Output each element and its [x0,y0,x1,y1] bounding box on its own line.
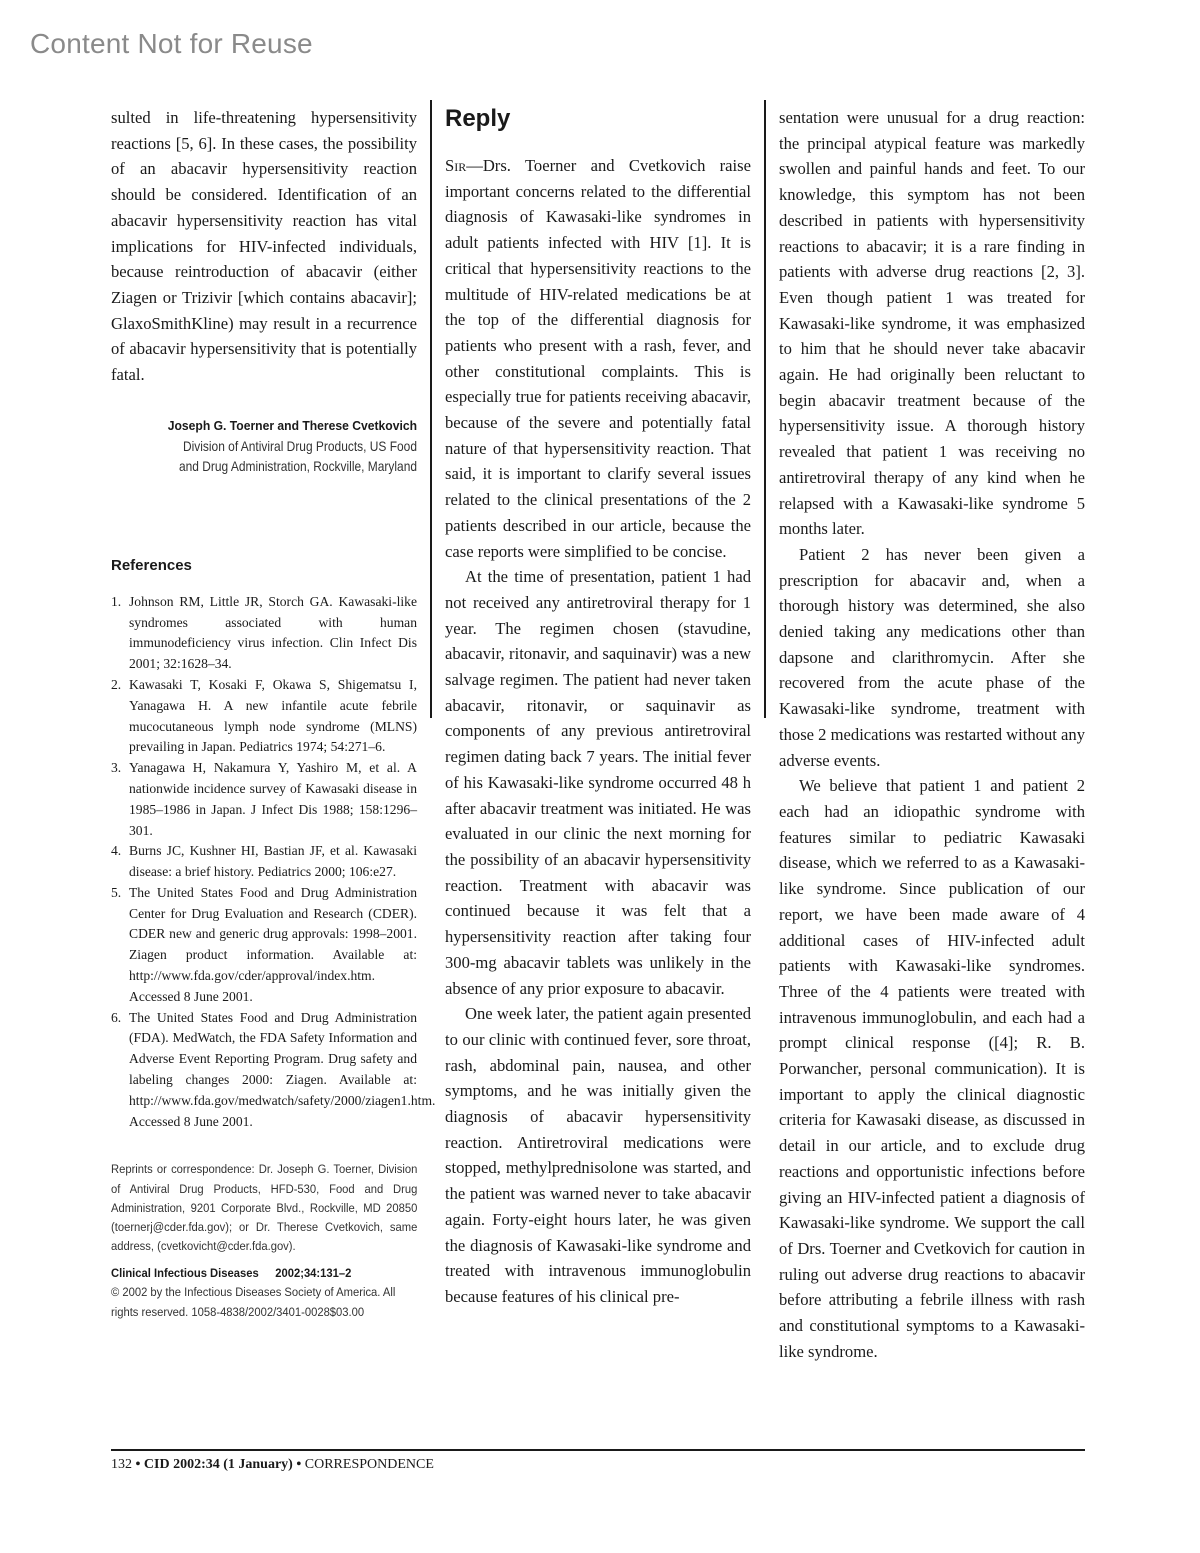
reference-item: 4. Burns JC, Kushner HI, Bastian JF, et al. Kawasaki disease: a brief history. Pediatrics 2000; 106:e27. [111,843,417,880]
journal-citation [111,1264,393,1283]
reply-paragraph-4: Patient 2 has never been given a prescription for abacavir and, when a thorough history was determined, she also denied taking any medications other than dapsone and clarithromycin. After she recovered from the acute phase of the Kawasaki-like syndrome, treatment with those 2 medications was restarted without any adverse events. [779,544,1085,770]
watermark: Content Not for Reuse [30,28,313,59]
journal-name: Clinical Infectious Diseases [111,1266,259,1281]
footer-citation: CID 2002:34 (1 January) [143,1457,293,1472]
salutation: Sir [445,156,467,175]
footer-separator: • [135,1457,141,1472]
reply-paragraph-3: One week later, the patient again presented to our clinic with continued fever, sore throat, rash, abdominal pain, nausea, and other symptoms, and he was initially given the diagnosis of abacavir hypersensitivity reaction. Antiretroviral medications were stopped, methylprednisolone was started, and the patient was warned never to take abacavir again. Forty-eight hours later, he was given the diagnosis of Kawasaki-like syndrome and treated with intravenous immunoglobulin because features of his clinical pre- [445,1004,751,1306]
middle-column [445,105,751,1310]
correspondence-note: Reprints or correspondence: Dr. Joseph G. Toerner, Division of Antiviral Drug Products, HFD-530, Food and Drug Administration, 9201 Corporate Blvd., Rockville, MD 20850 (toernerj@cder.fda.gov); or Dr. Therese Cvetkovich, same address, (cvetkovicht@cder.fda.gov). [111,1162,418,1254]
footer-section: CORRESPONDENCE [304,1457,434,1472]
reference-item: 5. The United States Food and Drug Administration Center for Drug Evaluation and Research (CDER). CDER new and generic drug approvals: 1998–2001. Ziagen product information. Available at: http://www.fda.gov/cder/approval/index.htm. Accessed 8 June 2001. [111,884,417,1004]
right-column [779,105,1085,1364]
reference-item: 6. The United States Food and Drug Administration (FDA). MedWatch, the FDA Safety Information and Adverse Event Reporting Program. Drug safety and labeling changes 2000: Ziagen. Available at: http://www.fda.gov/medwatch/safety/2000/ziagen1.htm. Accessed 8 June 2001. [111,1009,436,1129]
reply-paragraph-5: We believe that patient 1 and patient 2 each had an idiopathic syndrome with features similar to pediatric Kawasaki disease, which we referred to as a Kawasaki-like syndrome. Since publication of our report, we have been made aware of 4 additional cases of HIV-infected adult patients with Kawasaki-like syndromes. Three of the 4 patients were treated with intravenous immunoglobulin, and each had a prompt clinical response ([4]; R. B. Porwancher, personal communication). It is important to apply the clinical diagnostic criteria for Kawasaki disease, as discussed in detail in our article, and to exclude drug reactions and opportunistic infections before giving an HIV-infected patient a diagnosis of Kawasaki-like syndrome. We support the call of Drs. Toerner and Cvetkovich for caution in ruling out adverse drug reactions to abacavir before attributing a febrile illness with rash and constitutional symptoms to a Kawasaki-like syndrome. [779,776,1085,1361]
reply-title: Reply [445,105,511,132]
reply-paragraph-2: At the time of presentation, patient 1 had not received any antiretroviral therapy for 1 year. The regimen chosen (stavudine, abacavir, ritonavir, and saquinavir) was a new salvage regimen. The patient had never taken abacavir, ritonavir, or saquinavir as components of any previous antiretroviral regimen dating back 7 years. The initial fever of his Kawasaki-like syndrome occurred 48 h after abacavir treatment was initiated. He was evaluated in our clinic the next morning for the possibility of an abacavir hypersensitivity reaction. Treatment with abacavir was continued because it was felt that a hypersensitivity reaction after taking four 300-mg abacavir tablets was unlikely in the absence of any prior exposure to abacavir. [445,567,751,998]
column-divider-right [764,100,766,718]
reference-item: 3. Yanagawa H, Nakamura Y, Yashiro M, et al. A nationwide incidence survey of Kawasaki disease in 1985–1986 in Japan. J Infect Dis 1988; 158:1296–301. [111,760,417,838]
reference-item: 2. Kawasaki T, Kosaki F, Okawa S, Shigematsu I, Yanagawa H. A new infantile acute febrile mucocutaneous lymph node syndrome (MLNS) prevailing in Japan. Pediatrics 1974; 54:271–6. [111,676,417,755]
reply-paragraph-1: Sir—Drs. Toerner and Cvetkovich raise important concerns related to the differential diagnosis of Kawasaki-like syndromes in adult patients infected with HIV [1]. It is critical that hypersensitivity reactions to the multitude of HIV-related medications be at the top of the differential diagnosis for patients who present with a rash, fever, and other constitutional complaints. This is especially true for patients receiving abacavir, because of the severe and potentially fatal nature of that hypersensitivity reaction. That said, it is important to clarify several issues related to the clinical presentations of the 2 patients described in our article, because the case reports were simplified to be concise. [445,156,751,561]
footer-rule [111,1449,1085,1451]
references-list [111,592,436,1133]
page-footer [111,1457,434,1473]
footer-separator: • [296,1457,302,1472]
journal-volume: 2002;34:131–2 [275,1266,352,1281]
letter-closing-paragraph: sulted in life-threatening hypersensitivity reactions [5, 6]. In these cases, the possibility of an abacavir hypersensitivity reaction should be considered. Identification of an abacavir hypersensitivity reaction has vital implications for HIV-infected individuals, because reintroduction of abacavir (either Ziagen or Trizivir [which contains abacavir]; GlaxoSmithKline) may result in a recurrence of abacavir hypersensitivity that is potentially fatal. [111,108,417,385]
affiliation-line-1: Division of Antiviral Drug Products, US Food [182,438,417,454]
reply-paragraph-3-continued: sentation were unusual for a drug reaction: the principal atypical feature was markedly swollen and painful hands and feet. To our knowledge, this symptom has not been described in patients with hypersensitivity reactions to abacavir; it is a rare finding in patients with adverse drug reactions [2, 3]. Even though patient 1 was treated for Kawasaki-like syndrome, it was emphasized to him that he should never take abacavir again. He had originally been reluctant to begin abacavir treatment because of the hypersensitivity issue. A thorough history revealed that patient 1 was receiving no antiretroviral therapy of any kind when he relapsed with a Kawasaki-like syndrome 5 months later. [779,108,1085,539]
signature-names: Joseph G. Toerner and Therese Cvetkovich [167,417,417,433]
reference-item: 1. Johnson RM, Little JR, Storch GA. Kawasaki-like syndromes associated with human immunodeficiency virus infection. Clin Infect Dis 2001; 32:1628–34. [111,593,417,672]
copyright-notice: © 2002 by the Infectious Diseases Society of America. All rights reserved. 1058-4838/2002/3401-0028$03.00 [111,1285,396,1319]
references-heading: References [111,556,192,574]
affiliation-line-2: and Drug Administration, Rockville, Maryland [178,458,417,474]
page-number: 132 [111,1457,132,1472]
column-divider-left [430,100,432,718]
left-column [111,105,436,1322]
